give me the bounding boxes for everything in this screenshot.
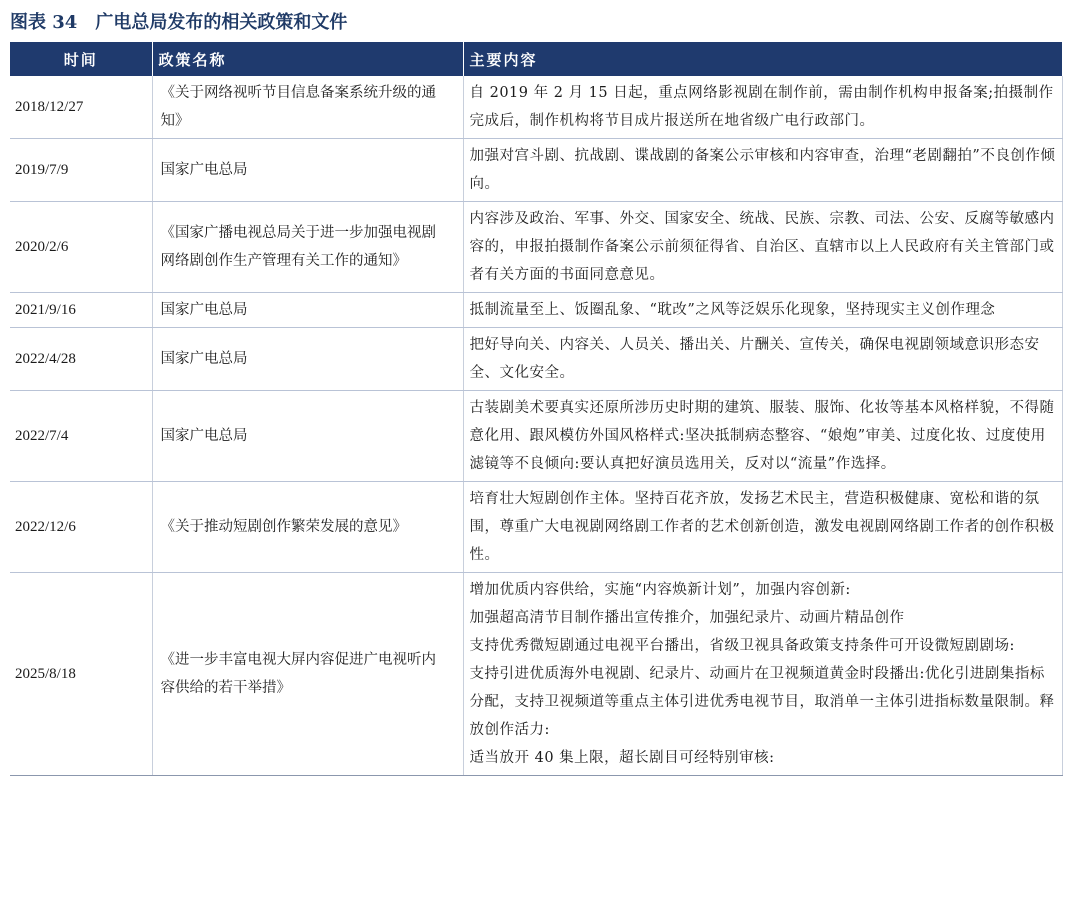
table-row [10,573,1062,776]
row-date: 2025/8/18 [10,573,152,776]
content-line: 加强对宫斗剧、抗战剧、谍战剧的备案公示审核和内容审查，治理“老剧翻拍”不良创作倾向。 [469,148,1056,192]
row-date: 2020/2/6 [10,202,152,293]
row-content [463,482,1062,573]
row-date: 2019/7/9 [10,139,152,202]
row-policy: 国家广电总局 [152,293,463,328]
row-content [463,573,1062,776]
header-date: 时间 [10,42,152,76]
content-line: 抵制流量至上、饭圈乱象、“耽改”之风等泛娱乐化现象，坚持现实主义创作理念 [469,302,996,318]
header-policy: 政策名称 [152,42,463,76]
row-content [463,293,1062,328]
row-policy: 《关于推动短剧创作繁荣发展的意见》 [152,482,463,573]
content-line: 支持优秀微短剧通过电视平台播出，省级卫视具备政策支持条件可开设微短剧剧场: [469,638,1015,654]
row-policy: 《关于网络视听节目信息备案系统升级的通知》 [152,76,463,139]
content-line: 加强超高清节目制作播出宣传推介，加强纪录片、动画片精品创作 [469,610,905,626]
table-row [10,391,1062,482]
table-header-row [10,42,1062,76]
row-policy: 《国家广播电视总局关于进一步加强电视剧网络剧创作生产管理有关工作的通知》 [152,202,463,293]
content-line: 把好导向关、内容关、人员关、播出关、片酬关、宣传关，确保电视剧领域意识形态安全、文化安全。 [469,337,1040,381]
table-row [10,76,1062,139]
row-policy: 国家广电总局 [152,391,463,482]
figure-number: 图表 34 [10,12,78,33]
content-line: 内容涉及政治、军事、外交、国家安全、统战、民族、宗教、司法、公安、反腐等敏感内容的，申报拍摄制作备案公示前须征得省、自治区、直辖市以上人民政府有关主管部门或者有关方面的书面同意意见。 [469,211,1055,283]
content-line: 增加优质内容供给，实施“内容焕新计划”，加强内容创新: [469,582,851,598]
figure-caption [10,8,347,38]
row-date: 2022/4/28 [10,328,152,391]
row-content [463,391,1062,482]
row-content [463,76,1062,139]
row-date: 2022/12/6 [10,482,152,573]
row-policy: 国家广电总局 [152,139,463,202]
table-row [10,293,1062,328]
content-line: 古装剧美术要真实还原所涉历史时期的建筑、服装、服饰、化妆等基本风格样貌，不得随意化用、跟风模仿外国风格样式:坚决抵制病态整容、“娘炮”审美、过度化妆、过度使用滤镜等不良倾向:要认真把好演员选用关，反对以“流量”作选择。 [469,400,1055,472]
table-row [10,202,1062,293]
policy-table [10,42,1063,776]
content-line: 支持引进优质海外电视剧、纪录片、动画片在卫视频道黄金时段播出:优化引进剧集指标分配，支持卫视频道等重点主体引进优秀电视节目，取消单一主体引进指标数量限制。释放创作活力: [469,666,1055,738]
row-policy: 《进一步丰富电视大屏内容促进广电视听内容供给的若干举措》 [152,573,463,776]
row-date: 2022/7/4 [10,391,152,482]
row-policy: 国家广电总局 [152,328,463,391]
row-content [463,328,1062,391]
content-line: 适当放开 40 集上限，超长剧目可经特别审核: [469,750,775,766]
row-content [463,139,1062,202]
content-line: 培育壮大短剧创作主体。坚持百花齐放，发扬艺术民主，营造积极健康、宽松和谐的氛围，尊重广大电视剧网络剧工作者的艺术创新创造，激发电视剧网络剧工作者的创作积极性。 [469,491,1055,563]
row-date: 2021/9/16 [10,293,152,328]
header-content: 主要内容 [463,42,1062,76]
row-date: 2018/12/27 [10,76,152,139]
table-row [10,482,1062,573]
table-row [10,139,1062,202]
table-row [10,328,1062,391]
figure-title: 广电总局发布的相关政策和文件 [95,12,348,33]
content-line: 自 2019 年 2 月 15 日起，重点网络影视剧在制作前，需由制作机构申报备案;拍摄制作完成后，制作机构将节目成片报送所在地省级广电行政部门。 [469,85,1054,129]
row-content [463,202,1062,293]
